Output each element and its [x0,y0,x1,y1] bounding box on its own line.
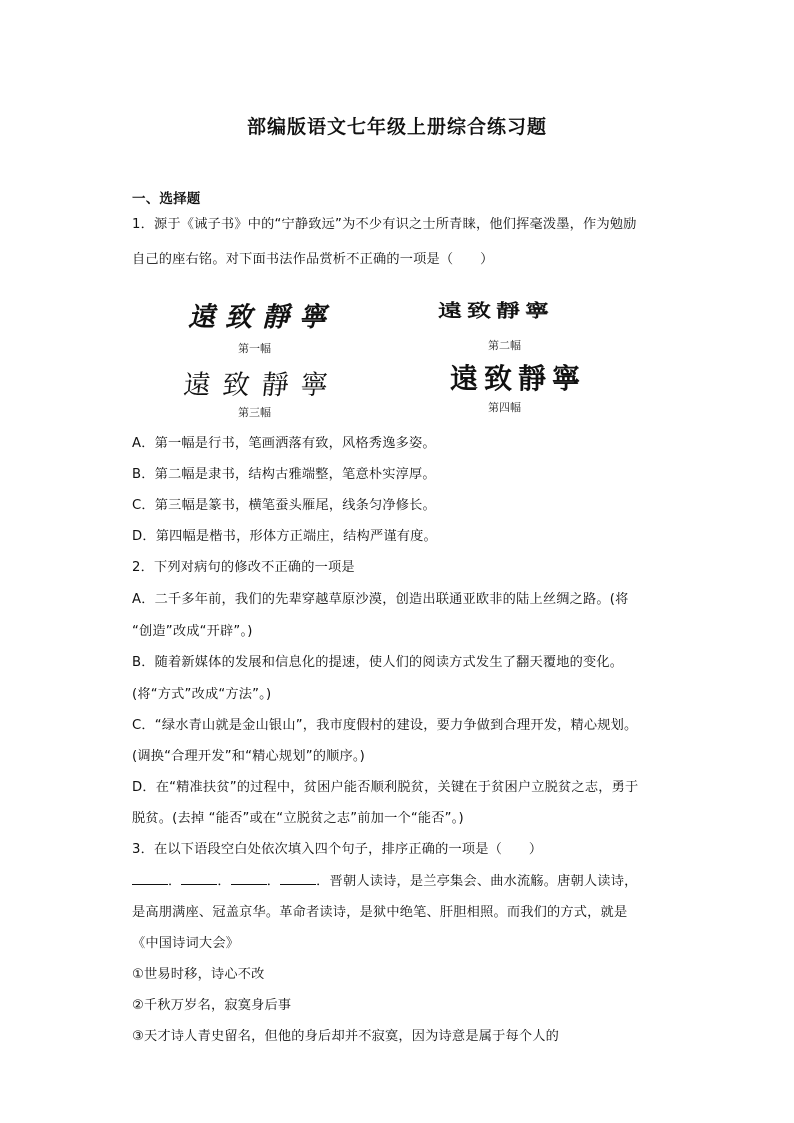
calligraphy-work-4: 遠致靜寧 [450,362,587,395]
fill-blank-3[interactable] [231,872,267,885]
document-title: 部编版语文七年级上册综合练习题 [246,116,547,138]
q1-stem-line-2: 自己的座右铭。对下面书法作品赏析不正确的一项是（ ） [132,252,494,267]
q2-option-a-line-2: “创造”改成“开辟”。) [132,624,253,639]
calligraphy-caption-2: 第二幅 [488,339,521,352]
q2-option-c-line-1: C．“绿水青山就是金山银山”，我市度假村的建设，要力争做到合理开发，精心规划。 [132,718,638,733]
q3-passage-line-3: 《中国诗词大会》 [132,936,240,951]
q3-item-3: ③天才诗人青史留名，但他的身后却并不寂寞，因为诗意是属于每个人的 [132,1029,560,1044]
q1-option-a: A．第一幅是行书，笔画洒落有致，风格秀逸多姿。 [132,436,436,451]
fill-blank-1[interactable] [132,872,168,885]
q2-option-c-line-2: (调换“合理开发”和“精心规划”的顺序。) [132,749,366,764]
fill-blank-2[interactable] [181,872,217,885]
q2-stem: 2．下列对病句的修改不正确的一项是 [132,560,355,575]
calligraphy-work-3: 遠致靜寧 [182,370,342,401]
calligraphy-caption-4: 第四幅 [488,401,521,414]
q2-option-b-line-1: B．随着新媒体的发展和信息化的提速，使人们的阅读方式发生了翻天覆地的变化。 [132,655,624,670]
q3-passage-line-2: 是高朋满座、冠盖京华。革命者读诗，是狱中绝笔、肝胆相照。而我们的方式，就是 [132,905,628,920]
calligraphy-work-1: 遠致靜寧 [188,302,336,333]
q2-option-d-line-2: 脱贫。(去掉 “能否”或在“立脱贫之志”前加一个“能否”。) [132,811,464,826]
q3-passage-line-1: ． ． ． ．晋朝人读诗，是兰亭集会、曲水流觞。唐朝人读诗， [132,870,662,889]
q3-item-2: ②千秋万岁名，寂寞身后事 [132,998,292,1013]
q1-stem-line-1: 1．源于《诫子书》中的“宁静致远”为不少有识之士所青睐，他们挥毫泼墨，作为勉励 [132,217,637,232]
q3-item-1: ①世易时移，诗心不改 [132,967,265,982]
calligraphy-figure [180,293,600,421]
section-heading: 一、选择题 [132,191,201,207]
calligraphy-caption-3: 第三幅 [238,406,271,419]
q3-passage-line-1-text: ．晋朝人读诗，是兰亭集会、曲水流觞。唐朝人读诗， [316,874,638,889]
q1-option-c: C．第三幅是篆书，横笔蚕头雁尾，线条匀净修长。 [132,498,436,513]
q3-stem: 3．在以下语段空白处依次填入四个句子，排序正确的一项是（ ） [132,842,543,857]
q2-option-d-line-1: D．在“精准扶贫”的过程中，贫困户能否顺利脱贫，关键在于贫困户立脱贫之志，勇于 [132,780,639,795]
calligraphy-caption-1: 第一幅 [238,342,271,355]
q1-option-b: B．第二幅是隶书，结构古雅端整，笔意朴实淳厚。 [132,467,436,482]
q2-option-b-line-2: (将“方式”改成“方法”。) [132,687,272,702]
fill-blank-4[interactable] [280,872,316,885]
calligraphy-work-2: 遠致靜寧 [438,299,554,322]
q2-option-a-line-1: A．二千多年前，我们的先辈穿越草原沙漠，创造出联通亚欧非的陆上丝绸之路。(将 [132,592,629,607]
q1-option-d: D．第四幅是楷书，形体方正端庄，结构严谨有度。 [132,529,437,544]
